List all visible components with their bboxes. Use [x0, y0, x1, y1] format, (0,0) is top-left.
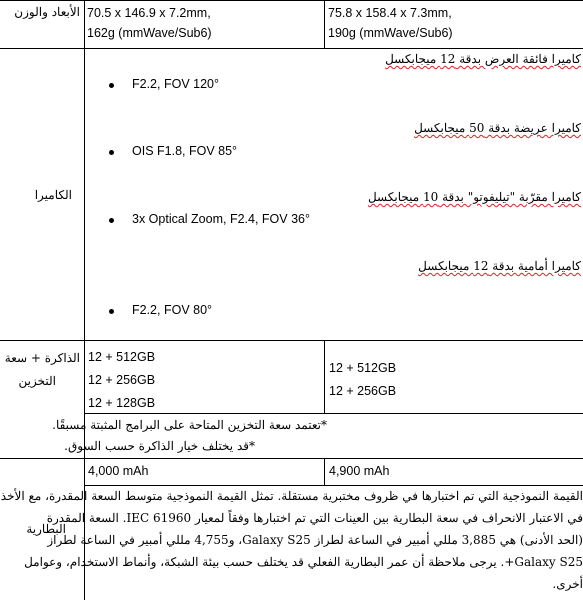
battery-note-line: (الحد الأدنى) هي 3,885 مللي أمبير في الساعة لطراز Galaxy S25، و4,755 مللي أمبير في الساعة لطراز — [47, 533, 583, 547]
camera-spec: F2.2, FOV 120° — [132, 77, 219, 91]
camera-note: كاميرا فائقة العرض بدقة 12 ميجابكسل — [385, 52, 581, 66]
storage-right-option: 12 + 256GB — [329, 384, 397, 398]
battery-right-capacity: 4,900 mAh — [329, 464, 390, 478]
battery-note-line: في الاعتبار الانحراف في سعة البطارية بين العينات التي تم اختبارها وفقاً لمعيار IEC 61960. السعة المقدرة — [46, 511, 583, 525]
storage-left-option: 12 + 256GB — [88, 373, 156, 387]
dims-right-line2: 190g (mmWave/Sub6) — [328, 26, 453, 40]
dims-left-line2: 162g (mmWave/Sub6) — [87, 26, 212, 40]
bullet-icon — [109, 309, 114, 314]
battery-label: البطارية — [26, 522, 66, 536]
column-divider — [324, 340, 325, 414]
battery-note-line: القيمة النموذجية التي تم اختبارها في ظروف مختبرية مستقلة. تمثل القيمة النموذجية متوسط السعة المقدرة، مع الأخذ — [0, 489, 583, 503]
storage-left-option: 12 + 512GB — [88, 350, 156, 364]
camera-note: كاميرا أمامية بدقة 12 ميجابكسل — [418, 259, 581, 273]
camera-spec: 3x Optical Zoom, F2.4, FOV 36° — [132, 212, 310, 226]
row-divider — [0, 48, 583, 49]
column-divider — [324, 0, 325, 49]
row-divider — [0, 340, 583, 341]
storage-note: *تعتمد سعة التخزين المتاحة على البرامج المثبتة مسبقًا. — [52, 418, 327, 432]
camera-spec: F2.2, FOV 80° — [132, 303, 213, 317]
row-divider — [0, 458, 583, 459]
storage-left-option: 12 + 128GB — [88, 396, 156, 410]
bullet-icon — [109, 150, 114, 155]
battery-note — [0, 489, 583, 600]
camera-note: كاميرا عريضة بدقة 50 ميجابكسل — [414, 121, 581, 135]
storage-right-option: 12 + 512GB — [329, 361, 397, 375]
storage-note: *قد يختلف خيار الذاكرة حسب السوق. — [64, 439, 255, 453]
storage-label-line1: الذاكرة + سعة — [4, 351, 80, 365]
bullet-icon — [109, 83, 114, 88]
table-border-top — [0, 0, 583, 1]
camera-note: كاميرا مقرّبة "تيليفوتو" بدقة 10 ميجابكسل — [367, 190, 581, 204]
column-divider — [84, 0, 85, 600]
battery-left-capacity: 4,000 mAh — [88, 464, 149, 478]
cell-divider — [84, 485, 583, 486]
dims-label: الأبعاد والوزن — [14, 5, 80, 19]
bullet-icon — [109, 218, 114, 223]
dims-right-line1: 75.8 x 158.4 x 7.3mm, — [328, 6, 452, 20]
camera-spec: OIS F1.8, FOV 85° — [132, 144, 238, 158]
column-divider — [324, 458, 325, 486]
cell-divider — [84, 413, 583, 414]
camera-label: الكاميرا — [34, 188, 72, 202]
battery-note-line: أخرى. — [552, 577, 583, 591]
storage-label-line2: التخزين — [18, 374, 56, 388]
dims-left-line1: 70.5 x 146.9 x 7.2mm, — [87, 6, 211, 20]
battery-note-line: Galaxy S25+. يرجى ملاحظة أن عمر البطارية الفعلي قد يختلف حسب بيئة الشبكة، وأنماط الاستخدام، وعوامل — [24, 555, 583, 569]
